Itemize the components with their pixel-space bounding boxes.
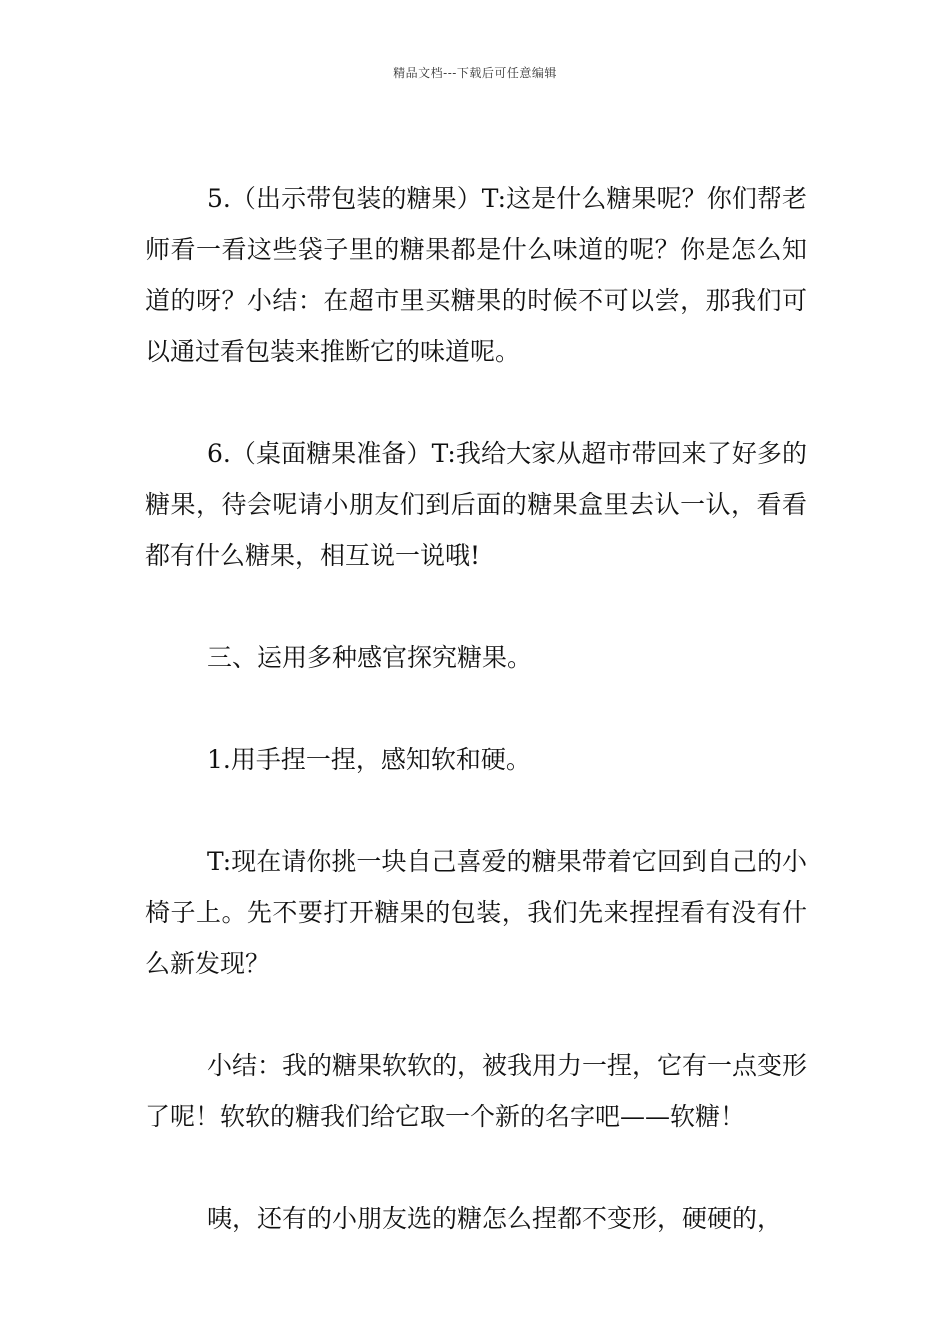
page-header: 精品文档---下载后可任意编辑 [393,66,557,80]
subheading-squeeze: 1.用手捏一捏，感知软和硬。 [207,745,531,774]
paragraph-summary-soft-candy: 小结：我的糖果软软的，被我用力一捏，它有一点变形了呢！软软的糖我们给它取一个新的名字吧——软糖！ [145,1051,808,1131]
paragraph-gap [145,377,807,428]
paragraph-gap [145,1142,807,1193]
document-body [145,173,807,1244]
paragraph-hard-candy: 咦，还有的小朋友选的糖怎么捏都不变形，硬硬的， [207,1204,783,1233]
paragraph-gap [145,581,807,632]
paragraph-teacher-instruction: T:现在请你挑一块自己喜爱的糖果带着它回到自己的小椅子上。先不要打开糖果的包装，我们先来捏捏看有没有什么新发现？ [145,847,807,978]
paragraph-6-table-candy: 6.（桌面糖果准备）T:我给大家从超市带回来了好多的糖果，待会呢请小朋友们到后面的糖果盒里去认一认，看看都有什么糖果，相互说一说哦! [145,439,807,570]
section-heading-senses: 三、运用多种感官探究糖果。 [207,643,533,672]
paragraph-gap [145,989,807,1040]
paragraph-gap [145,683,807,734]
paragraph-5-packaged-candy: 5.（出示带包装的糖果）T:这是什么糖果呢？你们帮老师看一看这些袋子里的糖果都是什么味道的呢？你是怎么知道的呀？小结：在超市里买糖果的时候不可以尝，那我们可以通过看包装来推断它的味道呢。 [145,184,807,366]
paragraph-gap [145,785,807,836]
